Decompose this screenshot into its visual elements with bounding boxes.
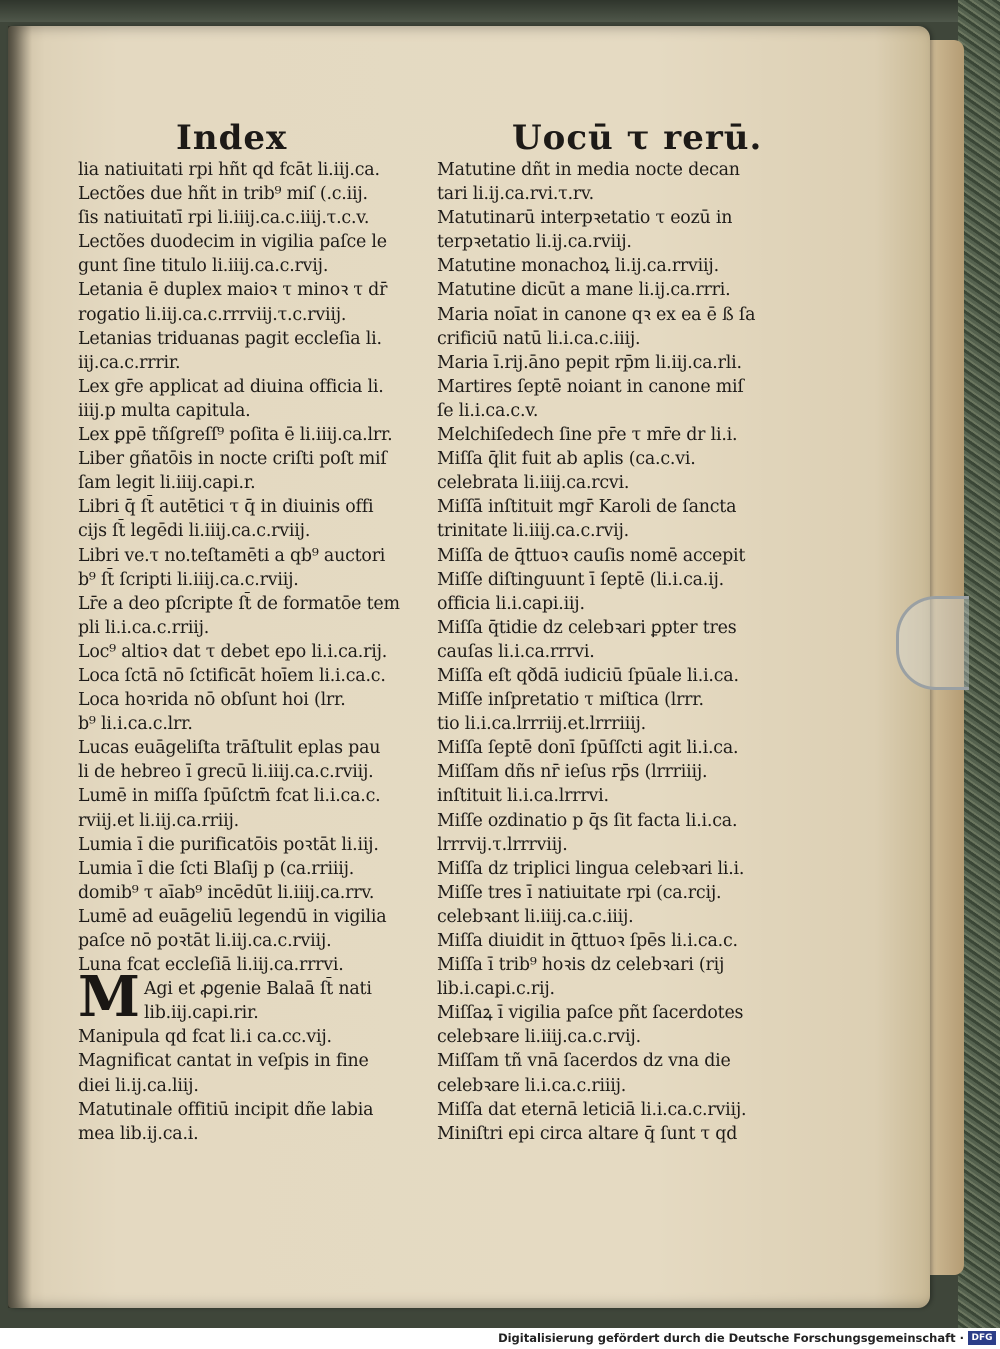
index-line: Lumē ad euāgeliū legendū in vigilia [78, 906, 387, 927]
index-line: Miſſe ozdinatio p q̄s ſit facta li.i.ca. [437, 810, 738, 831]
index-line: Lex ꝑpē tñſgreſſ⁹ poſita ē li.iiij.ca.lrr. [78, 425, 393, 446]
paper-clip [896, 596, 969, 690]
index-line: lib.i.capi.c.rij. [437, 979, 555, 1000]
index-line: celebrata li.iiij.ca.rcvi. [437, 473, 630, 494]
index-line: lia natiuitati rpi hñt qd fcāt li.iij.ca. [78, 160, 380, 180]
index-line: tari li.ij.ca.rvi.τ.rv. [437, 184, 594, 205]
index-line: Miſſa de q̄ttuoꝛ cauſis nomē accepit [437, 545, 746, 566]
index-line: Matutine dicūt a mane li.ij.ca.rrri. [437, 280, 731, 301]
index-line: tio li.i.ca.lrrriij.et.lrrriiij. [437, 714, 646, 735]
index-line: ſam legit li.iiij.capi.r. [78, 473, 256, 494]
book-cover-top [0, 0, 1000, 22]
index-line: pli li.i.ca.c.rriij. [78, 617, 210, 638]
index-line: Miſſa q̄tidie dz celebꝛari ꝑpter tres [437, 617, 737, 638]
dfg-logo: DFG [968, 1331, 996, 1345]
index-line: celebꝛare li.iiij.ca.c.rvij. [437, 1027, 641, 1048]
index-line: gunt ſine titulo li.iiij.ca.c.rvij. [78, 256, 329, 277]
running-head-left: Index [176, 118, 288, 158]
index-line: lib.iij.capi.rir. [144, 1003, 259, 1024]
index-line: Lectões due hñt in trib⁹ miſ (.c.iij. [78, 184, 368, 205]
index-line: Matutinale offitiū incipit dñe labia [78, 1099, 374, 1120]
index-line: cauſas li.i.ca.rrrvi. [437, 641, 595, 662]
index-line: Miſſe tres ī natiuitate rpi (ca.rcij. [437, 882, 722, 903]
index-line: Miſſa dz triplici lingua celebꝛari li.i. [437, 858, 745, 879]
index-line: celebꝛare li.i.ca.c.riiij. [437, 1075, 627, 1096]
index-line: Liber gñatōis in nocte criſti poſt miſ [78, 449, 387, 470]
running-head-right: Uocū τ rerū. [512, 118, 763, 158]
index-line: Miniſtri epi circa altare q̄ ſunt τ qd [437, 1123, 738, 1144]
index-line: Miſſa eſt qðdā iudiciū ſpūale li.i.ca. [437, 665, 739, 686]
index-line: Miſſe inſpretatio τ miſtica (lrrr. [437, 690, 704, 711]
index-line: Miſſam dñs nr̄ ieſus rp̄s (lrrriiij. [437, 762, 708, 783]
index-line: Lr̄e a deo pſcripte ſt̄ de formatōe tem [78, 593, 400, 614]
index-line: Matutine dñt in media nocte decan [437, 160, 740, 180]
index-line: crificiū natū li.i.ca.c.iiij. [437, 328, 641, 349]
index-line: rviij.et li.iij.ca.rriij. [78, 810, 239, 831]
index-line: trinitate li.iiij.ca.c.rvij. [437, 521, 629, 542]
index-line: celebꝛant li.iiij.ca.c.iiij. [437, 906, 634, 927]
index-line: Loc⁹ altioꝛ dat τ debet epo li.i.ca.rij. [78, 641, 388, 662]
index-line: ſis natiuitatī rpi li.iiij.ca.c.iiij.τ.c.v. [78, 208, 370, 229]
index-line: Miſſa q̄lit fuit ab aplis (ca.c.vi. [437, 449, 696, 470]
index-line: Lumia ī die ſcti Blaſij p (ca.rriiij. [78, 858, 355, 879]
index-line: iiij.p multa capitula. [78, 400, 251, 421]
index-line: Miſſa dat eternā leticiā li.i.ca.c.rviij. [437, 1099, 747, 1120]
index-line: Loca ſctā nō ſctificāt hoīem li.i.ca.c. [78, 665, 386, 686]
index-line: Miſſa ī trib⁹ hoꝛis dz celebꝛari (rij [437, 955, 725, 976]
index-line: mea lib.ij.ca.i. [78, 1123, 199, 1144]
index-line: rogatio li.iij.ca.c.rrrviij.τ.c.rviij. [78, 304, 347, 325]
index-line: Agi et ꝓgenie Balaā ſt̄ nati [144, 979, 372, 1000]
index-line: domib⁹ τ aīab⁹ incēdūt li.iiij.ca.rrv. [78, 882, 375, 903]
index-line: Miſſe diſtinguunt ī ſeptē (li.i.ca.ij. [437, 569, 724, 590]
index-line: Magnificat cantat in veſpis in fine [78, 1051, 369, 1072]
index-line: Lucas euāgeliſta trāſtulit eplas pau [78, 738, 381, 759]
index-column-right [437, 158, 785, 1146]
index-line: Lectões duodecim in vigilia paſce le [78, 232, 387, 253]
index-line: cijs ſt̄ legēdi li.iiij.ca.c.rviij. [78, 521, 311, 542]
footer-credit: Digitalisierung gefördert durch die Deutsche Forschungsgemeinschaft · [498, 1331, 964, 1345]
index-line: li de hebreo ī grecū li.iiij.ca.c.rviij. [78, 762, 374, 783]
index-line: Maria ī.rij.āno pepit rp̄m li.iij.ca.rli. [437, 352, 742, 373]
index-line: b⁹ li.i.ca.c.lrr. [78, 714, 193, 735]
index-line: Letanias triduanas pagit eccleſia li. [78, 328, 382, 349]
index-line: Miſſa ſeptē donī ſpūſſcti agit li.i.ca. [437, 738, 739, 759]
index-line: paſce nō poꝛtāt li.iij.ca.c.rviij. [78, 931, 332, 951]
index-line: Miſſaꝝ ī vigilia paſce pñt ſacerdotes [437, 1003, 744, 1024]
index-line: Miſſā inſtituit mgr̄ Karoli de ſancta [437, 497, 737, 518]
index-line: Matutinarū interpꝛetatio τ eozū in [437, 208, 733, 229]
footer-bar [0, 1328, 1000, 1349]
index-line: Manipula qd fcat li.i ca.cc.vij. [78, 1027, 332, 1048]
index-line: Lumia ī die purificatōis poꝛtāt li.iij. [78, 834, 379, 855]
index-line: ſe li.i.ca.c.v. [437, 400, 539, 421]
index-line: Loca hoꝛrida nō obſunt hoi (lrr. [78, 690, 346, 711]
index-line: b⁹ ſt̄ ſcripti li.iiij.ca.c.rviij. [78, 569, 299, 590]
index-line: Libri ve.τ no.teſtamēti a qb⁹ auctori [78, 545, 386, 566]
index-line: lrrrvij.τ.lrrrviij. [437, 834, 568, 855]
index-line: inſtituit li.i.ca.lrrrvi. [437, 786, 609, 807]
index-line: Matutine monachoꝝ li.ij.ca.rrviij. [437, 256, 719, 277]
index-line: Luna fcat eccleſiā li.iij.ca.rrrvi. [78, 955, 344, 976]
page-gutter-shadow [8, 26, 32, 1308]
index-line: Maria noīat in canone qꝛ ex ea ē ß ſa [437, 304, 756, 325]
index-line: iij.ca.c.rrrir. [78, 352, 181, 373]
index-line: Miſſa diuidit in q̄ttuoꝛ ſpēs li.i.ca.c. [437, 931, 738, 951]
index-line: Miſſam tñ vnā ſacerdos dz vna die [437, 1051, 731, 1072]
index-line: Martires ſeptē noiant in canone miſ [437, 376, 744, 397]
index-line: Lex gr̄e applicat ad diuina officia li. [78, 376, 384, 397]
index-line: Melchiſedech ſine pr̄e τ mr̄e dr li.i. [437, 425, 738, 446]
index-line: Lumē in miſſa ſpūſctm̄ fcat li.i.ca.c. [78, 786, 381, 807]
index-line: officia li.i.capi.iij. [437, 593, 585, 614]
index-line: diei li.ij.ca.liij. [78, 1075, 199, 1096]
index-line: Letania ē duplex maioꝛ τ minoꝛ τ dr̄ [78, 280, 388, 301]
drop-cap: M [78, 964, 140, 1030]
index-line: terpꝛetatio li.ij.ca.rviij. [437, 232, 632, 253]
index-line: Libri q̄ ſt̄ autētici τ q̄ in diuinis offi [78, 497, 374, 518]
